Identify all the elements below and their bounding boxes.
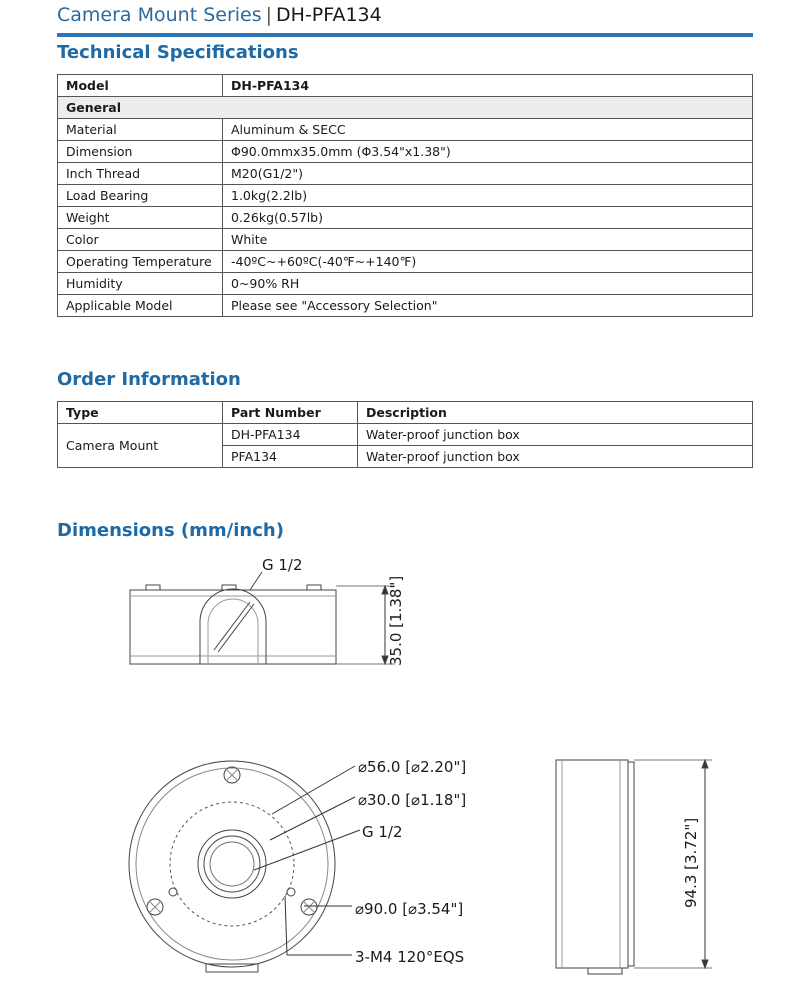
col-header-part: Part Number <box>223 402 358 424</box>
spec-value: Φ90.0mmx35.0mm (Φ3.54"x1.38") <box>223 141 753 163</box>
spec-label: Inch Thread <box>58 163 223 185</box>
spec-label: Weight <box>58 207 223 229</box>
side-view-drawing <box>130 572 395 664</box>
spec-label: Dimension <box>58 141 223 163</box>
series-title: Camera Mount Series <box>57 4 262 26</box>
spec-value: 0~90% RH <box>223 273 753 295</box>
top-d56-label: ⌀56.0 [⌀2.20"] <box>358 758 467 776</box>
top-screws-label: 3-M4 120°EQS <box>355 948 465 966</box>
dimensions-title: Dimensions (mm/inch) <box>57 520 284 541</box>
col-header-type: Type <box>58 402 223 424</box>
spec-value: White <box>223 229 753 251</box>
side-height-label: 35.0 [1.38"] <box>387 575 405 666</box>
part-number: PFA134 <box>223 446 358 468</box>
right-height-label: 94.3 [3.72"] <box>682 817 700 908</box>
top-d30-label: ⌀30.0 [⌀1.18"] <box>358 791 467 809</box>
top-view-drawing <box>129 761 360 972</box>
header-separator: | <box>265 4 273 26</box>
description: Water-proof junction box <box>358 424 753 446</box>
spec-label: Humidity <box>58 273 223 295</box>
group-label: General <box>58 97 753 119</box>
spec-value: Aluminum & SECC <box>223 119 753 141</box>
side-thread-label: G 1/2 <box>262 556 303 574</box>
top-thread-label: G 1/2 <box>362 823 403 841</box>
order-info-title: Order Information <box>57 369 241 390</box>
tech-specs-title: Technical Specifications <box>57 42 299 63</box>
spec-value: M20(G1/2") <box>223 163 753 185</box>
spec-label: Operating Temperature <box>58 251 223 273</box>
spec-value: 0.26kg(0.57lb) <box>223 207 753 229</box>
type-cell: Camera Mount <box>58 424 223 468</box>
col-header-desc: Description <box>358 402 753 424</box>
spec-value: Please see "Accessory Selection" <box>223 295 753 317</box>
spec-value: -40ºC~+60ºC(-40℉~+140℉) <box>223 251 753 273</box>
top-d90-label: ⌀90.0 [⌀3.54"] <box>355 900 464 918</box>
part-number: DH-PFA134 <box>223 424 358 446</box>
model-label: Model <box>58 75 223 97</box>
description: Water-proof junction box <box>358 446 753 468</box>
spec-label: Material <box>58 119 223 141</box>
spec-label: Applicable Model <box>58 295 223 317</box>
header-model: DH-PFA134 <box>276 4 382 26</box>
spec-label: Load Bearing <box>58 185 223 207</box>
spec-value: 1.0kg(2.2lb) <box>223 185 753 207</box>
model-value: DH-PFA134 <box>223 75 753 97</box>
spec-label: Color <box>58 229 223 251</box>
